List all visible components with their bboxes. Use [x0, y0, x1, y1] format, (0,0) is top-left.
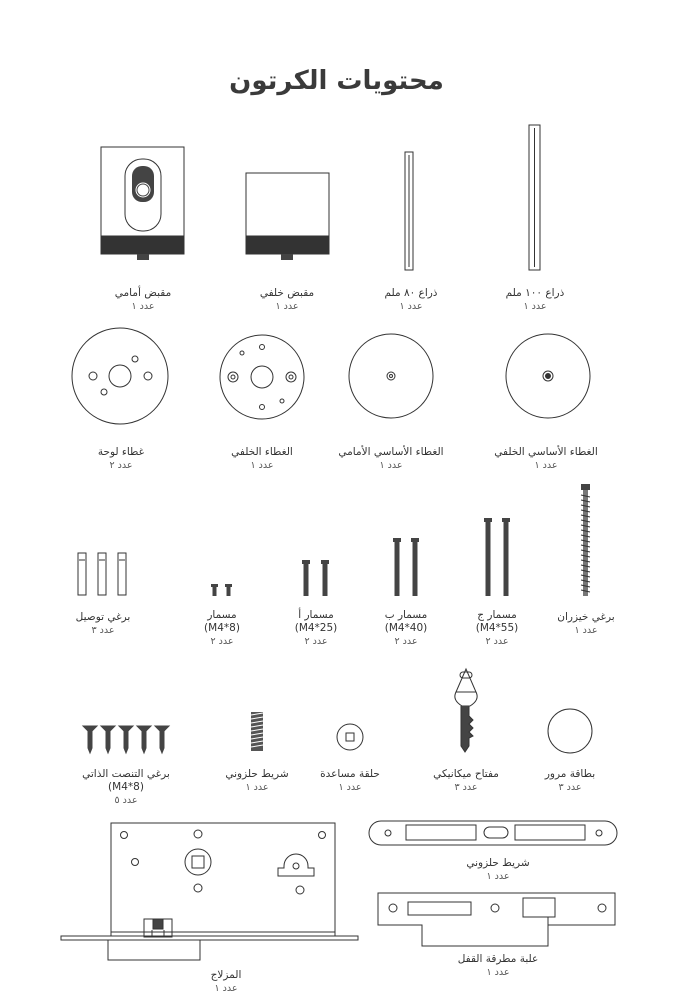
item-name: بطاقة مرور [544, 768, 596, 780]
label-front-base-cover [316, 446, 466, 472]
spiral-spring-icon [251, 712, 263, 751]
item-name: مسمار ج [477, 609, 517, 621]
item-spec: (M4*8) [108, 781, 144, 793]
item-spec: (M4*55) [475, 622, 519, 634]
item-qty: عدد ٥ [114, 795, 138, 806]
item-qty: عدد ١ [250, 460, 274, 471]
nail-m4x8-icon [211, 584, 232, 596]
nail-c-icon [484, 518, 510, 596]
bamboo-screw-icon [581, 484, 590, 596]
panel-cover-icon [72, 328, 168, 424]
item-name: الغطاء الخلفي [231, 446, 293, 458]
label-strike-tape [423, 857, 573, 883]
label-back-cover [187, 446, 337, 472]
label-bolt [151, 969, 301, 995]
page-title: محتويات الكرتون [229, 66, 444, 96]
item-qty: عدد ٢ [304, 636, 328, 647]
label-back-base-cover [471, 446, 621, 472]
label-front-handle [68, 287, 218, 313]
connecting-screw-icon [78, 553, 126, 595]
item-qty: عدد ٣ [91, 625, 115, 636]
item-spec: (M4*8) [204, 622, 240, 634]
item-qty: عدد ١ [275, 301, 299, 312]
nail-a-icon [302, 560, 329, 596]
arm-80-icon [405, 152, 413, 270]
item-qty: عدد ١ [486, 871, 510, 882]
item-name: الغطاء الأساسي الخلفي [494, 446, 598, 458]
item-name: غطاء لوحة [97, 446, 145, 458]
item-name: ذراع ٨٠ ملم [384, 287, 438, 299]
item-name: علبة مطرقة القفل [457, 953, 539, 965]
item-qty: عدد ٣ [558, 782, 582, 793]
item-name: مسمار [207, 609, 237, 621]
label-pass-card [495, 768, 645, 794]
item-name: برغي التنصت الذاتي [82, 768, 170, 780]
item-qty: عدد ٢ [485, 636, 509, 647]
back-handle-icon [246, 173, 329, 260]
item-name: مقبض خلفي [259, 287, 315, 299]
item-qty: عدد ١ [338, 782, 362, 793]
item-name: الغطاء الأساسي الأمامي [338, 446, 444, 458]
item-qty: عدد ١ [131, 301, 155, 312]
item-spec: (M4*40) [384, 622, 428, 634]
strike-plate-icon [369, 821, 617, 845]
item-name: مسمار أ [298, 609, 334, 621]
label-arm-100 [460, 287, 610, 313]
back-cover-icon [220, 335, 304, 419]
item-name: مقبض أمامي [114, 287, 172, 299]
label-panel-cover [46, 446, 196, 472]
item-name: المزلاج [210, 969, 242, 981]
arm-100-icon [529, 125, 540, 270]
back-base-cover-icon [506, 334, 590, 418]
item-name: شريط حلزوني [225, 768, 289, 780]
self-tapping-screw-icon [83, 726, 169, 753]
item-name: حلقة مساعدة [320, 768, 380, 780]
label-strike-box [423, 953, 573, 979]
item-qty: عدد ١ [534, 460, 558, 471]
pass-card-icon [548, 709, 592, 753]
item-spec: (M4*25) [294, 622, 338, 634]
item-qty: عدد ١ [574, 625, 598, 636]
front-base-cover-icon [349, 334, 433, 418]
strike-box-icon [378, 893, 615, 946]
item-name: برغي توصيل [75, 611, 131, 623]
nail-b-icon [393, 538, 419, 596]
front-handle-icon [101, 147, 184, 260]
item-qty: عدد ١ [379, 460, 403, 471]
label-bamboo-screw [511, 611, 661, 637]
item-qty: عدد ٢ [394, 636, 418, 647]
item-name: مسمار ب [384, 609, 428, 621]
item-qty: عدد ١ [486, 967, 510, 978]
mortise-bolt-icon [61, 823, 358, 960]
item-qty: عدد ٢ [210, 636, 234, 647]
item-qty: عدد ١ [214, 983, 238, 994]
mechanical-key-icon [455, 669, 477, 752]
item-name: مفتاح ميكانيكي [433, 768, 499, 780]
label-self-tapping-screw [51, 768, 201, 807]
item-name: برغي خيزران [557, 611, 615, 623]
item-qty: عدد ١ [399, 301, 423, 312]
item-qty: عدد ٣ [454, 782, 478, 793]
item-name: شريط حلزوني [466, 857, 530, 869]
item-qty: عدد ١ [523, 301, 547, 312]
item-qty: عدد ١ [245, 782, 269, 793]
helper-ring-icon [337, 724, 363, 750]
item-name: ذراع ١٠٠ ملم [505, 287, 565, 299]
item-qty: عدد ٢ [109, 460, 133, 471]
